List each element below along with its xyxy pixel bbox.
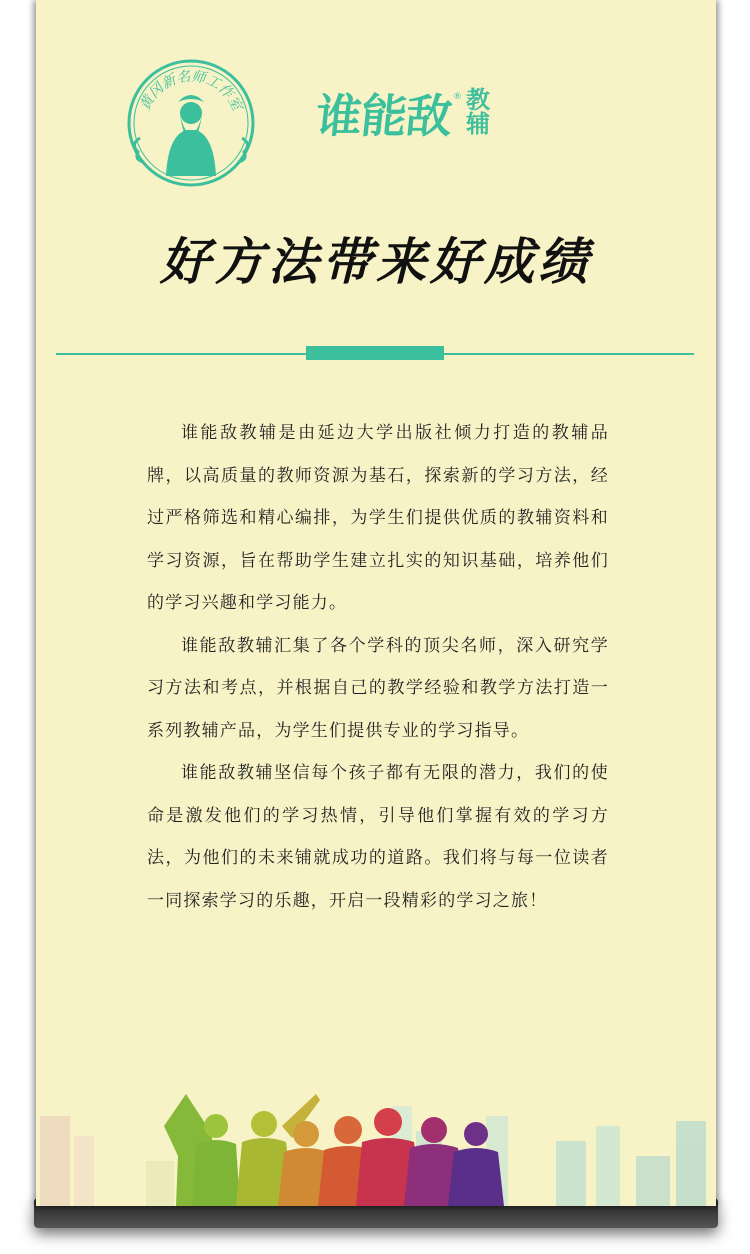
paragraph-2: 谁能敌教辅汇集了各个学科的顶尖名师，深入研究学习方法和考点，并根据自己的教学经验和教学方法打造一系列教辅产品，为学生们提供专业的学习指导。: [147, 635, 609, 741]
brand-subtitle: 教辅: [466, 86, 490, 138]
seal-text: 黄冈新名师工作室: [137, 68, 245, 114]
body-text: [147, 412, 609, 922]
footer-illustration: [36, 1086, 716, 1206]
poster: [36, 0, 716, 1206]
divider-accent-bar: [306, 346, 444, 360]
page-title: 好方法带来好成绩: [160, 232, 592, 291]
paragraph-1: 谁能敌教辅是由延边大学出版社倾力打造的教辅品牌，以高质量的教师资源为基石，探索新的学习方法，经过严格筛选和精心编排，为学生们提供优质的教辅资料和学习资源，旨在帮助学生建立扎实的知识基础，培养他们的学习兴趣和学习能力。: [147, 423, 609, 613]
registered-mark: ®: [453, 92, 462, 102]
seal-logo: [126, 58, 256, 188]
brand-logo: [313, 86, 492, 146]
brand-name: 谁能敌: [313, 89, 454, 143]
paragraph-3: 谁能敌教辅坚信每个孩子都有无限的潜力，我们的使命是激发他们的学习热情，引导他们掌握有效的学习方法，为他们的未来铺就成功的道路。我们将与每一位读者一同探索学习的乐趣，开启一段精彩的学习之旅！: [147, 763, 609, 911]
crowd-silhouettes: [164, 1094, 504, 1206]
